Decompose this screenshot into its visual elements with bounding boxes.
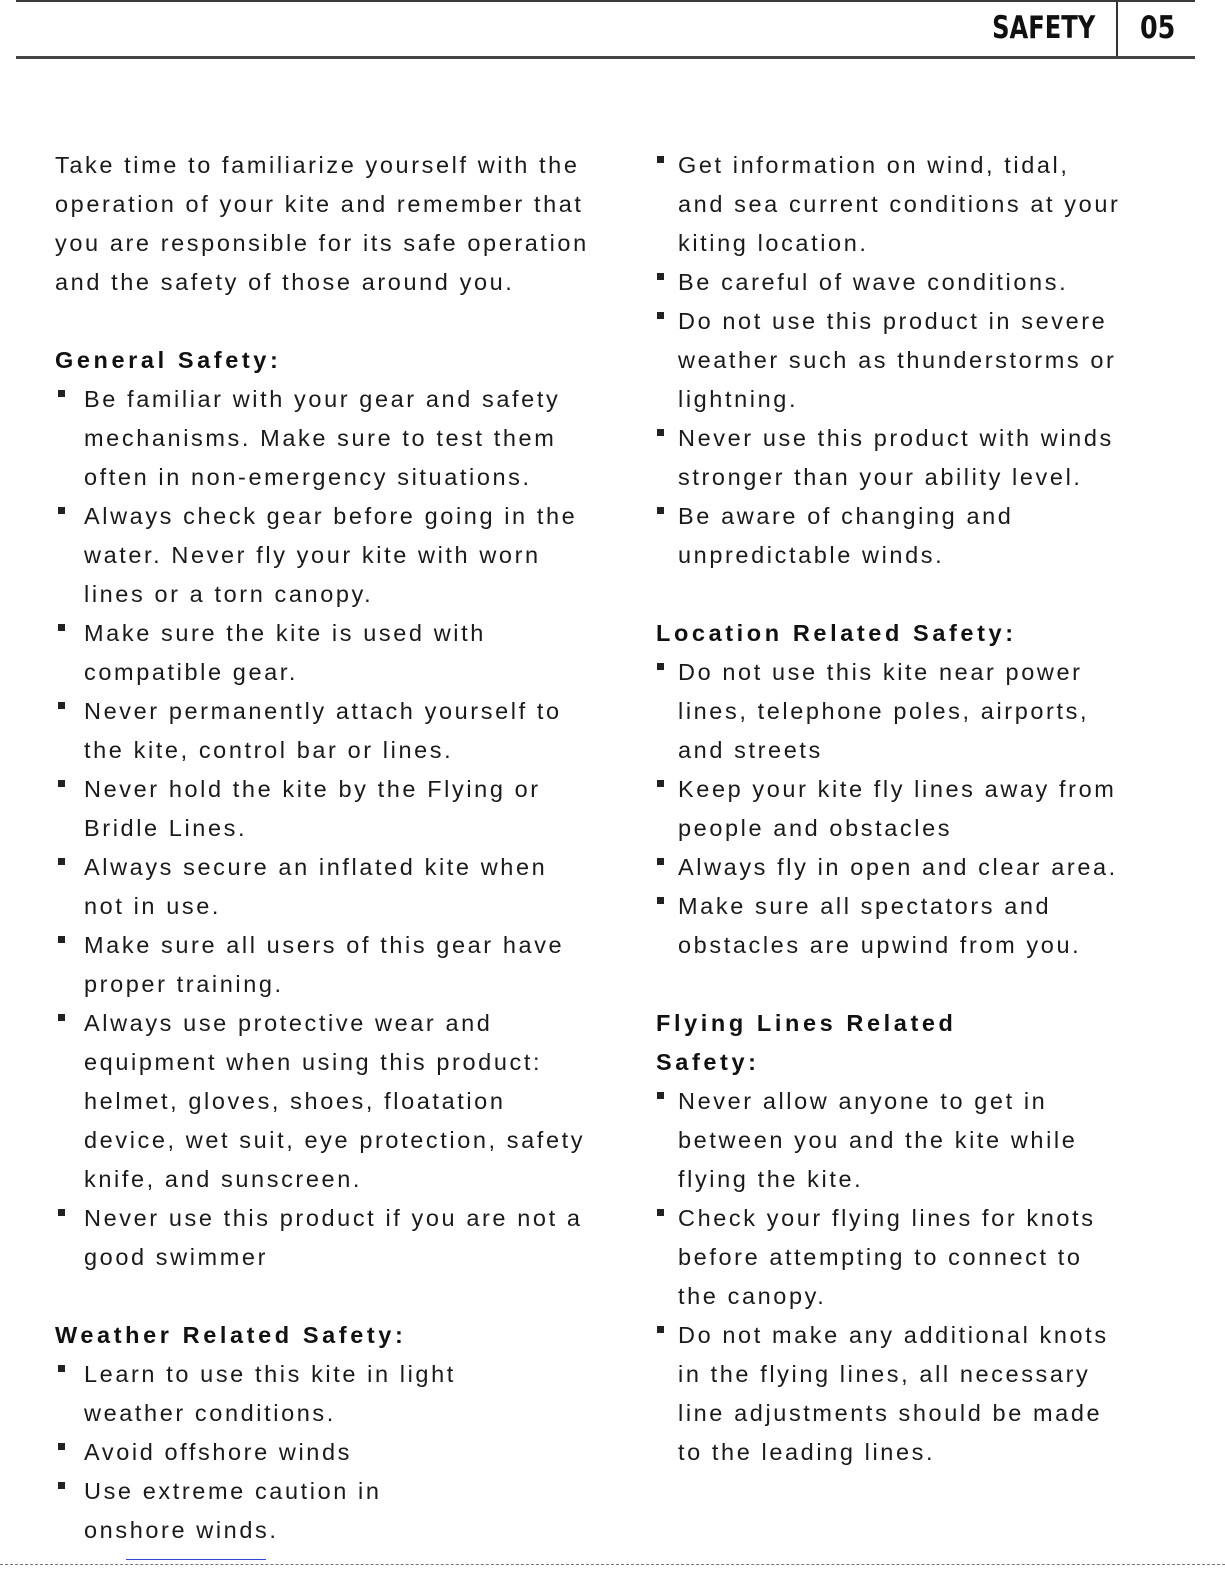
list-item-text (84, 497, 620, 614)
list-item-line: lightning. (678, 386, 799, 412)
list-item-line: Make sure all spectators and (678, 893, 1052, 919)
header-top-rule (16, 0, 1195, 2)
general-safety-heading: General Safety: (55, 347, 282, 373)
list-item-text (678, 1316, 1196, 1472)
intro-paragraph (55, 146, 620, 302)
list-item-line: unpredictable winds. (678, 542, 945, 568)
list-item-line: Always check gear before going in the (84, 503, 578, 529)
square-bullet-icon (58, 936, 65, 943)
list-item (656, 302, 1196, 419)
list-item-text (678, 497, 1196, 575)
square-bullet-icon (58, 390, 65, 397)
list-item-line: stronger than your ability level. (678, 464, 1083, 490)
list-item-line: Be aware of changing and (678, 503, 1014, 529)
list-item-line: and streets (678, 737, 823, 763)
left-column (55, 146, 620, 1550)
list-item (656, 848, 1196, 887)
list-item-line: compatible gear. (84, 659, 299, 685)
list-item-text (84, 770, 620, 848)
spacer (656, 575, 1196, 614)
square-bullet-icon (58, 1014, 65, 1021)
page-header (0, 0, 1225, 62)
list-item-line: Never permanently attach yourself to (84, 698, 562, 724)
list-item-line: Never use this product with winds (678, 425, 1114, 451)
list-item-line: Make sure all users of this gear have (84, 932, 565, 958)
list-item-text (678, 770, 1196, 848)
list-item (656, 1082, 1196, 1199)
list-item-line: to the leading lines. (678, 1439, 936, 1465)
list-item-line: Never hold the kite by the Flying or (84, 776, 541, 802)
intro-line: operation of your kite and remember that (55, 191, 584, 217)
list-item-text (84, 692, 620, 770)
list-item (656, 263, 1196, 302)
footer-link-underline (126, 1559, 266, 1560)
section-title: SAFETY (991, 10, 1095, 46)
list-item-line: Always fly in open and clear area. (678, 854, 1118, 880)
list-item-text (84, 926, 620, 1004)
list-item-text (84, 380, 620, 497)
list-item-line: Get information on wind, tidal, (678, 152, 1070, 178)
list-item (656, 419, 1196, 497)
square-bullet-icon (657, 1326, 664, 1333)
list-item-line: line adjustments should be made (678, 1400, 1103, 1426)
list-item-line: mechanisms. Make sure to test them (84, 425, 557, 451)
list-item-line: Keep your kite fly lines away from (678, 776, 1117, 802)
list-item (55, 926, 620, 1004)
weather-safety-list-continued (656, 146, 1196, 575)
square-bullet-icon (58, 624, 65, 631)
square-bullet-icon (58, 1443, 65, 1450)
footer-dashed-rule (0, 1564, 1225, 1565)
list-item-line: Always use protective wear and (84, 1010, 493, 1036)
list-item-line: Never allow anyone to get in (678, 1088, 1048, 1114)
list-item (55, 770, 620, 848)
square-bullet-icon (657, 897, 664, 904)
flying-lines-heading-line-2: Safety: (656, 1049, 760, 1075)
list-item-line: knife, and sunscreen. (84, 1166, 362, 1192)
list-item-line: Use extreme caution in (84, 1478, 382, 1504)
list-item-line: Avoid offshore winds (84, 1439, 352, 1465)
list-item-line: kiting location. (678, 230, 869, 256)
list-item-text (84, 1472, 620, 1550)
square-bullet-icon (58, 780, 65, 787)
list-item (55, 1199, 620, 1277)
list-item-line: Make sure the kite is used with (84, 620, 486, 646)
list-item-text (678, 653, 1196, 770)
list-item (55, 848, 620, 926)
list-item-text (678, 146, 1196, 263)
square-bullet-icon (657, 1092, 664, 1099)
list-item (656, 887, 1196, 965)
square-bullet-icon (657, 1209, 664, 1216)
header-bottom-rule (16, 56, 1195, 59)
list-item (55, 380, 620, 497)
list-item (55, 614, 620, 692)
intro-line: Take time to familiarize yourself with the (55, 152, 580, 178)
list-item (656, 146, 1196, 263)
list-item-text (84, 848, 620, 926)
list-item-line: in the flying lines, all necessary (678, 1361, 1091, 1387)
list-item (55, 1433, 620, 1472)
list-item (656, 770, 1196, 848)
square-bullet-icon (58, 858, 65, 865)
weather-safety-list (55, 1355, 620, 1550)
list-item-line: onshore winds. (84, 1517, 279, 1543)
list-item-line: equipment when using this product: (84, 1049, 543, 1075)
list-item-text (678, 419, 1196, 497)
list-item-line: not in use. (84, 893, 222, 919)
list-item-text (678, 887, 1196, 965)
general-safety-list (55, 380, 620, 1277)
list-item (656, 497, 1196, 575)
square-bullet-icon (58, 702, 65, 709)
square-bullet-icon (657, 312, 664, 319)
list-item (656, 653, 1196, 770)
list-item-line: Do not use this product in severe (678, 308, 1108, 334)
list-item-text (678, 302, 1196, 419)
list-item-line: the canopy. (678, 1283, 827, 1309)
list-item-line: the kite, control bar or lines. (84, 737, 454, 763)
list-item-line: Check your flying lines for knots (678, 1205, 1096, 1231)
list-item-line: often in non-emergency situations. (84, 464, 532, 490)
list-item (55, 1004, 620, 1199)
square-bullet-icon (657, 273, 664, 280)
square-bullet-icon (657, 507, 664, 514)
square-bullet-icon (58, 1482, 65, 1489)
list-item-text (678, 1199, 1196, 1316)
list-item-line: Do not make any additional knots (678, 1322, 1109, 1348)
list-item-line: between you and the kite while (678, 1127, 1078, 1153)
list-item-line: helmet, gloves, shoes, floatation (84, 1088, 506, 1114)
flying-lines-safety-list (656, 1082, 1196, 1472)
list-item-line: weather such as thunderstorms or (678, 347, 1117, 373)
location-safety-list (656, 653, 1196, 965)
list-item-text (678, 263, 1196, 302)
list-item-text (678, 848, 1196, 887)
list-item (55, 692, 620, 770)
list-item-line: weather conditions. (84, 1400, 336, 1426)
list-item-line: Be careful of wave conditions. (678, 269, 1069, 295)
intro-line: you are responsible for its safe operation (55, 230, 589, 256)
list-item (656, 1199, 1196, 1316)
square-bullet-icon (657, 429, 664, 436)
page-number: 05 (1140, 10, 1176, 46)
list-item-line: device, wet suit, eye protection, safety (84, 1127, 586, 1153)
list-item-line: Never use this product if you are not a (84, 1205, 583, 1231)
spacer (656, 965, 1196, 1004)
list-item-line: Do not use this kite near power (678, 659, 1083, 685)
location-safety-heading: Location Related Safety: (656, 620, 1017, 646)
right-column (656, 146, 1196, 1472)
list-item (55, 1472, 620, 1550)
list-item-line: lines or a torn canopy. (84, 581, 374, 607)
square-bullet-icon (58, 507, 65, 514)
list-item-line: Always secure an inflated kite when (84, 854, 548, 880)
list-item (656, 1316, 1196, 1472)
header-divider (1116, 0, 1118, 57)
square-bullet-icon (657, 858, 664, 865)
list-item-line: good swimmer (84, 1244, 268, 1270)
list-item-line: lines, telephone poles, airports, (678, 698, 1090, 724)
list-item-text (84, 1004, 620, 1199)
list-item-line: people and obstacles (678, 815, 953, 841)
list-item-text (84, 614, 620, 692)
square-bullet-icon (657, 156, 664, 163)
list-item-line: Learn to use this kite in light (84, 1361, 456, 1387)
list-item-line: proper training. (84, 971, 284, 997)
intro-line: and the safety of those around you. (55, 269, 515, 295)
flying-lines-safety-heading (656, 1004, 1196, 1082)
list-item-line: flying the kite. (678, 1166, 864, 1192)
list-item-line: Be familiar with your gear and safety (84, 386, 561, 412)
square-bullet-icon (58, 1209, 65, 1216)
list-item-text (678, 1082, 1196, 1199)
list-item (55, 1355, 620, 1433)
list-item-line: before attempting to connect to (678, 1244, 1083, 1270)
square-bullet-icon (58, 1365, 65, 1372)
flying-lines-heading-line-1: Flying Lines Related (656, 1010, 957, 1036)
list-item-line: and sea current conditions at your (678, 191, 1121, 217)
list-item-line: water. Never fly your kite with worn (84, 542, 541, 568)
list-item-text (84, 1433, 620, 1472)
weather-safety-heading: Weather Related Safety: (55, 1322, 407, 1348)
list-item-text (84, 1355, 620, 1433)
list-item-line: obstacles are upwind from you. (678, 932, 1082, 958)
square-bullet-icon (657, 663, 664, 670)
list-item-line: Bridle Lines. (84, 815, 248, 841)
list-item (55, 497, 620, 614)
list-item-text (84, 1199, 620, 1277)
spacer (55, 1277, 620, 1316)
square-bullet-icon (657, 780, 664, 787)
